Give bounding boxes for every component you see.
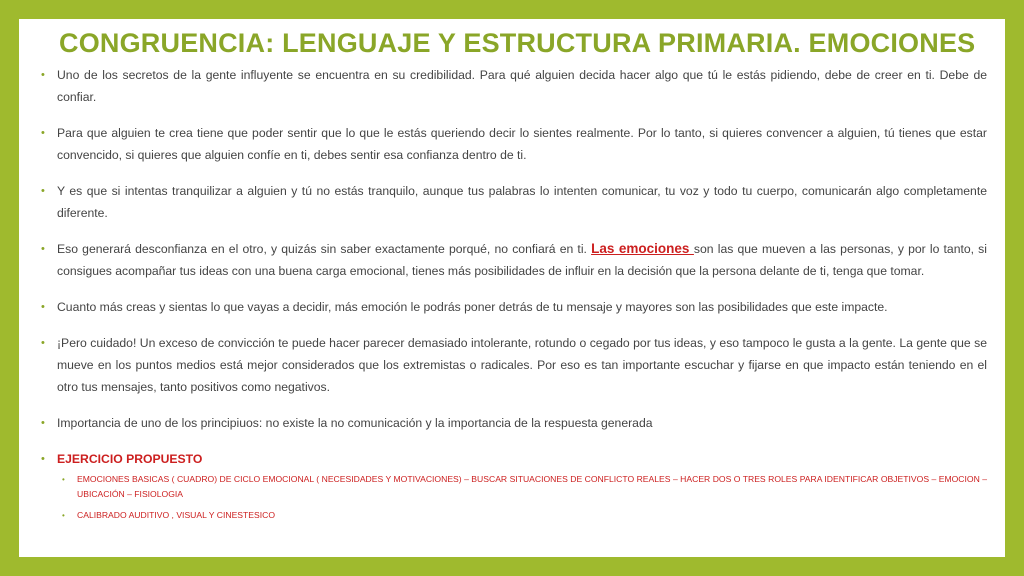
bullet-item xyxy=(41,332,987,398)
exercise-text: EMOCIONES BASICAS ( CUADRO) DE CICLO EMOCIONAL ( NECESIDADES Y MOTIVACIONES) – BUSCAR SITUACIONES DE CONFLICTO REALES – HACER DOS O TRES ROLES PARA IDENTIFICAR OBJETIVOS – EMOCION – UBICACIÓN – FISIOLOGIA xyxy=(77,474,987,499)
bullet-icon: • xyxy=(41,69,45,81)
bullet-icon: • xyxy=(41,301,45,313)
bullet-item xyxy=(41,122,987,166)
bullet-list xyxy=(41,64,987,523)
bullet-item xyxy=(41,64,987,108)
bullet-item xyxy=(41,180,987,224)
exercise-section xyxy=(41,448,987,523)
slide-title: CONGRUENCIA: LENGUAJE Y ESTRUCTURA PRIMARIA. EMOCIONES xyxy=(59,28,976,58)
exercise-item xyxy=(57,508,987,523)
bullet-icon: • xyxy=(41,243,45,255)
bullet-icon: • xyxy=(62,511,65,520)
bullet-icon: • xyxy=(41,185,45,197)
exercise-item xyxy=(57,472,987,502)
slide-content xyxy=(19,19,1005,557)
bullet-text: Cuanto más creas y sientas lo que vayas a decidir, más emoción le podrás poner detrás de tu mensaje y mayores son las posibilidades que este impacte. xyxy=(57,300,888,314)
exercise-title: EJERCICIO PROPUESTO xyxy=(57,452,203,466)
bullet-text: ¡Pero cuidado! Un exceso de convicción te puede hacer parecer demasiado intolerante, rotundo o cegado por tus ideas, y eso tampoco le gusta a la gente. La gente que se mueve en los puntos medios está mejor considerados que los extremistas o radicales. Por eso es tan importante escuchar y fijarse en que impacto están teniendo en el otro tus mensajes, tanto positivos como negativos. xyxy=(57,336,987,394)
exercise-list xyxy=(57,472,987,523)
bullet-icon: • xyxy=(41,417,45,429)
bullet-icon: • xyxy=(41,337,45,349)
bullet-icon: • xyxy=(41,127,45,139)
bullet-text: Uno de los secretos de la gente influyente se encuentra en su credibilidad. Para qué alguien decida hacer algo que tú le estás pidiendo, debe de creer en ti. Debe de confiar. xyxy=(57,68,987,104)
bullet-text-before: Eso generará desconfianza en el otro, y quizás sin saber exactamente porqué, no confiará en ti. xyxy=(57,242,592,256)
emotions-highlight: Las emociones xyxy=(591,241,694,256)
bullet-text: Importancia de uno de los principiuos: no existe la no comunicación y la importancia de la respuesta generada xyxy=(57,416,653,430)
bullet-item xyxy=(41,296,987,318)
bullet-text: Para que alguien te crea tiene que poder sentir que lo que le estás queriendo decir lo sientes realmente. Por lo tanto, si quieres convencer a alguien, tú tienes que estar convencido, si quieres que alguien confíe en ti, debes sentir esa confianza dentro de ti. xyxy=(57,126,987,162)
bullet-item xyxy=(41,412,987,434)
bullet-icon: • xyxy=(41,453,45,465)
bullet-text-after: son las que mueven a las personas, y por lo tanto, si consigues acompañar tus ideas con una buena carga emocional, tienes más posibilidades de influir en la decisión que la persona delante de ti, tenga que tomar. xyxy=(57,242,987,278)
bullet-item xyxy=(41,238,987,282)
bullet-text: Y es que si intentas tranquilizar a alguien y tú no estás tranquilo, aunque tus palabras lo intenten comunicar, tu voz y todo tu cuerpo, comunicarán algo completamente diferente. xyxy=(57,184,987,220)
bullet-icon: • xyxy=(62,475,65,484)
exercise-text: CALIBRADO AUDITIVO , VISUAL Y CINESTESICO xyxy=(77,510,276,520)
